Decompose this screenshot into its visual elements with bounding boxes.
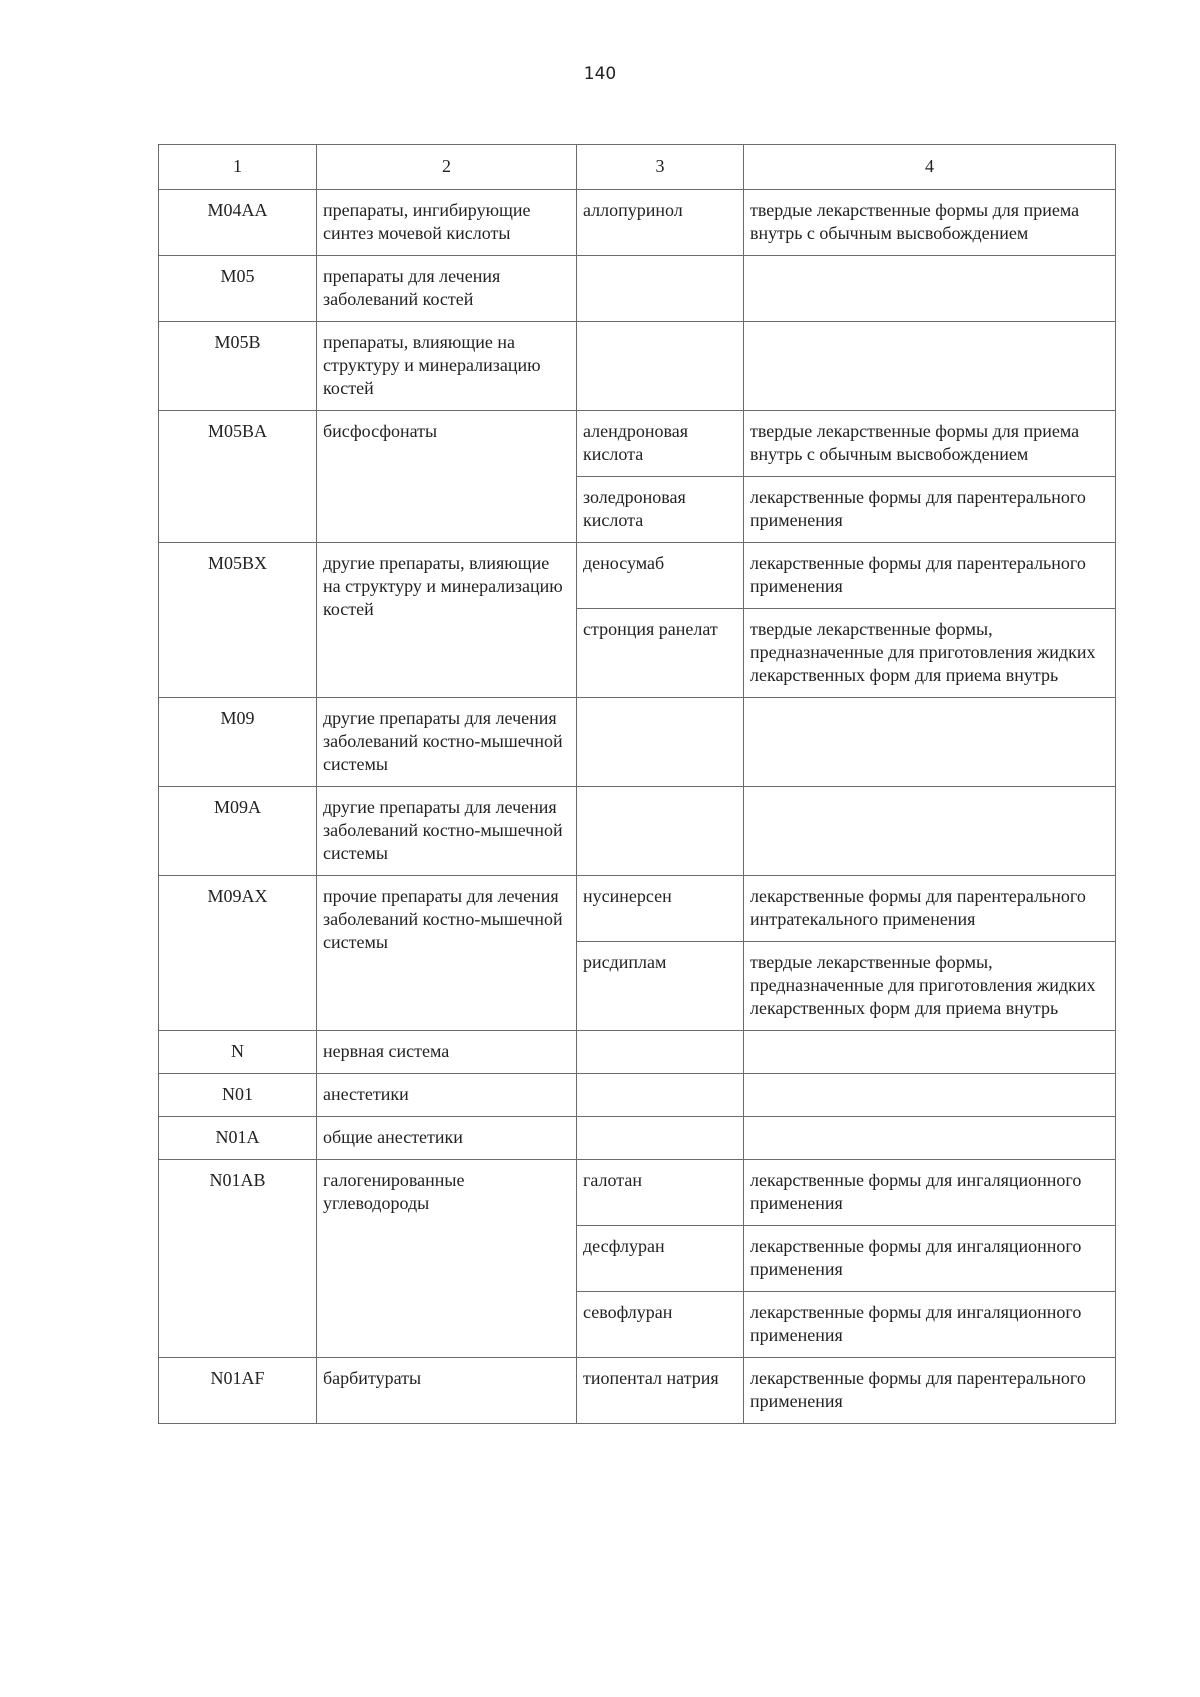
drug-name-cell <box>577 787 744 876</box>
group-name-cell: галогенированные углеводороды <box>317 1160 577 1358</box>
drug-name-cell: нусинерсен <box>577 876 744 942</box>
table-row <box>159 256 1116 322</box>
dosage-form-cell <box>744 698 1116 787</box>
group-name-cell: другие препараты для лечения заболеваний костно-мышечной системы <box>317 787 577 876</box>
dosage-form-cell: лекарственные формы для ингаляционного применения <box>744 1292 1116 1358</box>
atc-code-cell: N01AB <box>159 1160 317 1358</box>
header-cell-group: 2 <box>317 145 577 190</box>
dosage-form-cell <box>744 256 1116 322</box>
dosage-form-cell <box>744 322 1116 411</box>
atc-code-cell: N01AF <box>159 1358 317 1424</box>
dosage-form-cell: твердые лекарственные формы, предназначенные для приготовления жидких лекарственных форм для приема внутрь <box>744 609 1116 698</box>
header-cell-form: 4 <box>744 145 1116 190</box>
dosage-form-cell <box>744 787 1116 876</box>
header-row <box>159 145 1116 190</box>
drug-name-cell: деносумаб <box>577 543 744 609</box>
header-cell-code: 1 <box>159 145 317 190</box>
page-number: 140 <box>583 64 617 84</box>
dosage-form-cell: лекарственные формы для ингаляционного применения <box>744 1226 1116 1292</box>
table-row <box>159 322 1116 411</box>
dosage-form-cell: твердые лекарственные формы, предназначенные для приготовления жидких лекарственных форм для приема внутрь <box>744 942 1116 1031</box>
drug-name-cell: алендроновая кислота <box>577 411 744 477</box>
group-name-cell: барбитураты <box>317 1358 577 1424</box>
dosage-form-cell: твердые лекарственные формы для приема внутрь с обычным высвобождением <box>744 411 1116 477</box>
drug-name-cell <box>577 1117 744 1160</box>
drug-name-cell: рисдиплам <box>577 942 744 1031</box>
table-row <box>159 411 1116 477</box>
table-row <box>159 787 1116 876</box>
table-body <box>159 190 1116 1424</box>
header-cell-drug: 3 <box>577 145 744 190</box>
group-name-cell: другие препараты, влияющие на структуру и минерализацию костей <box>317 543 577 698</box>
table-row <box>159 1358 1116 1424</box>
atc-code-cell: N01A <box>159 1117 317 1160</box>
table-row <box>159 1117 1116 1160</box>
drug-name-cell: стронция ранелат <box>577 609 744 698</box>
drug-name-cell <box>577 1074 744 1117</box>
table-row <box>159 876 1116 942</box>
atc-table <box>158 144 1116 1424</box>
dosage-form-cell: лекарственные формы для парентерального применения <box>744 477 1116 543</box>
atc-code-cell: N <box>159 1031 317 1074</box>
drug-name-cell: тиопентал натрия <box>577 1358 744 1424</box>
atc-code-cell: M09 <box>159 698 317 787</box>
table-row <box>159 190 1116 256</box>
atc-code-cell: M05BA <box>159 411 317 543</box>
drug-name-cell: аллопуринол <box>577 190 744 256</box>
group-name-cell: прочие препараты для лечения заболеваний костно-мышечной системы <box>317 876 577 1031</box>
table-row <box>159 1031 1116 1074</box>
dosage-form-cell: лекарственные формы для парентерального применения <box>744 1358 1116 1424</box>
drug-name-cell: севофлуран <box>577 1292 744 1358</box>
atc-code-cell: M04AA <box>159 190 317 256</box>
group-name-cell: бисфосфонаты <box>317 411 577 543</box>
table-row <box>159 1160 1116 1226</box>
table-header <box>159 145 1116 190</box>
dosage-form-cell <box>744 1031 1116 1074</box>
group-name-cell: препараты, ингибирующие синтез мочевой кислоты <box>317 190 577 256</box>
drug-name-cell <box>577 322 744 411</box>
atc-code-cell: M05 <box>159 256 317 322</box>
group-name-cell: другие препараты для лечения заболеваний костно-мышечной системы <box>317 698 577 787</box>
dosage-form-cell <box>744 1117 1116 1160</box>
group-name-cell: препараты, влияющие на структуру и минерализацию костей <box>317 322 577 411</box>
dosage-form-cell: твердые лекарственные формы для приема внутрь с обычным высвобождением <box>744 190 1116 256</box>
group-name-cell: препараты для лечения заболеваний костей <box>317 256 577 322</box>
atc-code-cell: M05B <box>159 322 317 411</box>
drug-name-cell: золедроновая кислота <box>577 477 744 543</box>
atc-code-cell: M09AX <box>159 876 317 1031</box>
atc-code-cell: M09A <box>159 787 317 876</box>
drug-name-cell <box>577 256 744 322</box>
group-name-cell: нервная система <box>317 1031 577 1074</box>
atc-code-cell: N01 <box>159 1074 317 1117</box>
group-name-cell: общие анестетики <box>317 1117 577 1160</box>
dosage-form-cell: лекарственные формы для ингаляционного применения <box>744 1160 1116 1226</box>
drug-name-cell: десфлуран <box>577 1226 744 1292</box>
drug-name-cell <box>577 1031 744 1074</box>
table-row <box>159 698 1116 787</box>
dosage-form-cell <box>744 1074 1116 1117</box>
drug-name-cell: галотан <box>577 1160 744 1226</box>
dosage-form-cell: лекарственные формы для парентерального применения <box>744 543 1116 609</box>
table-row <box>159 1074 1116 1117</box>
atc-code-cell: M05BX <box>159 543 317 698</box>
dosage-form-cell: лекарственные формы для парентерального интратекального применения <box>744 876 1116 942</box>
table-row <box>159 543 1116 609</box>
group-name-cell: анестетики <box>317 1074 577 1117</box>
drug-name-cell <box>577 698 744 787</box>
